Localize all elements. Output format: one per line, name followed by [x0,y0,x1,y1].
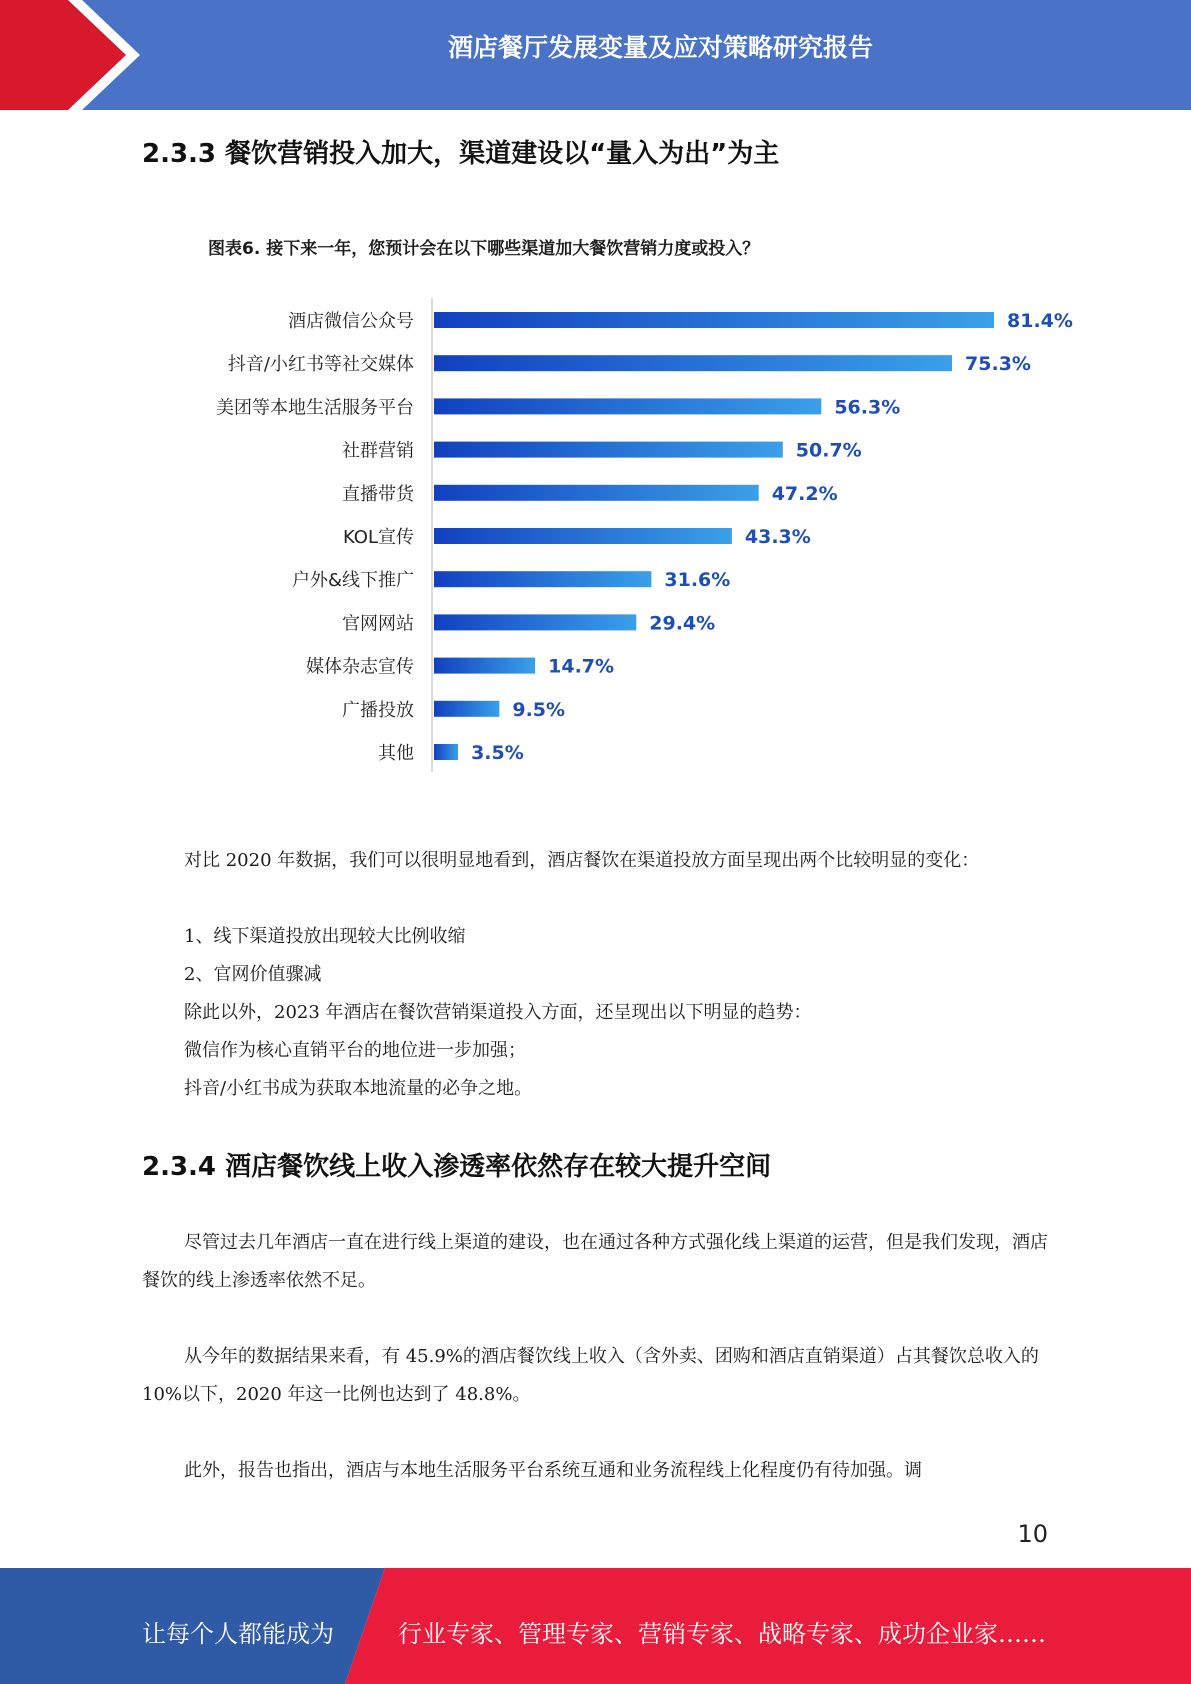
change-item-1: 1、线下渠道投放出现较大比例收缩 [184,926,466,947]
chart-value-label: 29.4% [649,612,716,635]
chart-bar [434,312,994,328]
chart-value-label: 9.5% [512,698,566,721]
trend-intro: 除此以外，2023 年酒店在餐饮营销渠道投入方面，还呈现出以下明显的趋势： [184,1002,812,1023]
chart-category-label: 直播带货 [342,483,414,505]
change-item-2: 2、官网价值骤减 [184,964,322,985]
report-title: 酒店餐厅发展变量及应对策略研究报告 [447,33,873,62]
paragraph-platform-integration: 此外，报告也指出，酒店与本地生活服务平台系统互通和业务流程线上化程度仍有待加强。调 [184,1460,922,1481]
trend-item-wechat: 微信作为核心直销平台的地位进一步加强； [184,1040,526,1061]
paragraph-comparison-2020: 对比 2020 年数据，我们可以很明显地看到，酒店餐饮在渠道投放方面呈现出两个比较明显的变化： [184,850,980,871]
chart-category-label: 媒体杂志宣传 [306,656,414,678]
chart-bar [434,744,458,760]
footer-slogan-right: 行业专家、管理专家、营销专家、战略专家、成功企业家…… [398,1620,1046,1648]
channel-investment-bar-chart [180,214,1073,784]
chart-category-label: 其他 [378,743,414,764]
page-header [0,0,1191,110]
chart-bar [434,528,732,544]
chart-title: 图表6. 接下来一年，您预计会在以下哪些渠道加大餐饮营销力度或投入？ [208,239,760,259]
chart-bar [434,485,759,501]
chart-value-label: 81.4% [1007,310,1073,332]
chart-bar [434,398,821,414]
chart-category-label: 酒店微信公众号 [288,311,414,332]
chart-bar [434,701,499,717]
chart-bar [434,355,952,371]
trend-item-douyin: 抖音/小红书成为获取本地流量的必争之地。 [184,1078,533,1099]
chart-bar [434,571,651,587]
chart-bar [434,614,636,630]
chart-value-label: 31.6% [664,569,731,592]
chart-category-label: 社群营销 [342,440,414,462]
chart-value-label: 75.3% [965,353,1031,376]
chart-value-label: 43.3% [744,526,811,548]
page-number: 10 [1017,1520,1048,1548]
page-footer [0,1568,1191,1684]
chart-value-label: 50.7% [795,439,862,462]
chart-category-label: KOL宣传 [342,527,414,548]
paragraph-online-penetration: 尽管过去几年酒店一直在进行线上渠道的建设，也在通过各种方式强化线上渠道的运营，但是我们发现，酒店餐饮的线上渗透率依然不足。 [142,1232,1048,1291]
chart-value-label: 14.7% [548,655,615,678]
chart-value-label: 47.2% [771,482,838,505]
chart-category-label: 抖音/小红书等社交媒体 [227,354,414,376]
chart-category-label: 广播投放 [342,699,414,721]
chart-value-label: 56.3% [834,396,901,419]
footer-slogan-left: 让每个人都能成为 [142,1620,334,1648]
chart-bar [434,442,783,458]
chart-category-label: 户外&线下推广 [291,570,414,592]
paragraph-data-results: 从今年的数据结果来看，有 45.9%的酒店餐饮线上收入（含外卖、团购和酒店直销渠道）占其餐饮总收入的 10%以下，2020 年这一比例也达到了 48.8%。 [142,1346,1039,1405]
section-heading-2-3-4: 2.3.4 酒店餐饮线上收入渗透率依然存在较大提升空间 [142,1152,772,1182]
chart-category-label: 官网网站 [342,613,414,635]
chart-bar [434,658,535,674]
chart-category-label: 美团等本地生活服务平台 [216,397,414,419]
section-heading-2-3-3: 2.3.3 餐饮营销投入加大，渠道建设以“量入为出”为主 [142,139,780,169]
chart-value-label: 3.5% [471,742,524,764]
